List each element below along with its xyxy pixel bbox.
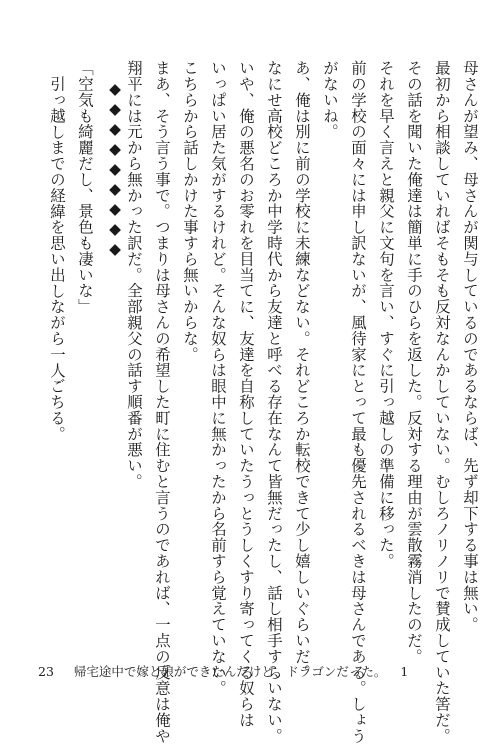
text-column: 母さんが望み、母さんが関与しているのであるならば、先ず却下する事は無い。 [461,60,479,633]
section-divider-ornament: ◆◆◆◆◆◆◆◆◆ [106,80,124,260]
book-title: 帰宅途中で嫁と娘ができたんだけど、ドラゴンだった。 [73,664,387,679]
dialogue-line: 「空気も綺麗だし、景色も凄いな」 [76,60,94,315]
text-column: その話を聞いた俺達は簡単に手のひらを返した。反対する理由が雲散霧消したのだ。 [405,60,423,665]
page-number: 23 [38,664,54,679]
text-column: 前の学校の面々には申し訳ないが、風待家にとって最も優先されるべきは母さんである。しょう [349,60,367,744]
text-column: あ、俺は別に前の学校に未練などない。それどころか転校できて少し嬉しいぐらいだ。 [293,60,311,681]
text-column: いや、俺の悪名のお零れを目当てに、友達を自称していたうっとうしくすり寄ってくる奴らは [237,60,255,728]
text-column: がないね。 [321,60,339,140]
text-column: 最初から相談していればそもそも反対なんかしていない。むしろノリノリで賛成していた筈だ。 [433,60,451,744]
text-column: いっぱい居た気がするけれど。そんな奴らは眼中に無かったから名前すら覚えていない。 [209,60,227,696]
text-column: まあ、そう言う事で。つまりは母さんの希望した町に住むと言うのであれば、一点の反意は俺や [153,60,171,744]
text-column: こちらから話しかけた事すら無いからな。 [181,60,199,363]
volume-number: 1 [400,664,409,679]
page-footer [38,662,408,680]
narration-line: 引っ越しまでの経緯を思い出しながら一人ごちる。 [48,76,66,442]
text-column: なにせ高校どころか中学時代から友達と呼べる存在なんて皆無だったし、話し相手すらいない。 [265,60,283,744]
text-column: それを早く言えと親父に文句を言い、すぐに引っ越しの準備に移った。 [377,60,395,569]
text-column: 翔平には元から無かった訳だ。全部親父の話す順番が悪い。 [125,60,143,490]
